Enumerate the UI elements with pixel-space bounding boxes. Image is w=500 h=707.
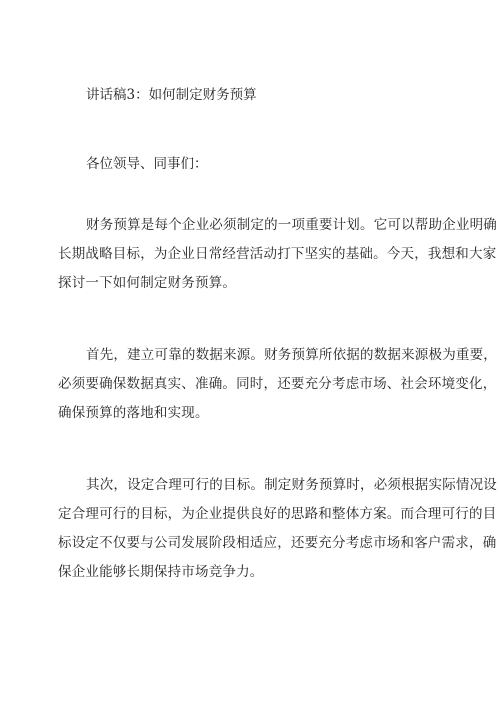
paragraph-line: 财务预算是每个企业必须制定的一项重要计划。它可以帮助企业明确 — [86, 217, 497, 233]
paragraph-line: 其次，设定合理可行的目标。制定财务预算时，必须根据实际情况设 — [86, 477, 497, 493]
paragraph-intro — [58, 211, 497, 298]
paragraph-line: 确保预算的落地和实现。 — [58, 405, 209, 421]
paragraph-line: 标设定不仅要与公司发展阶段相适应，还要充分考虑市场和客户需求，确 — [58, 535, 497, 551]
salutation: 各位领导、同事们： — [86, 156, 208, 172]
paragraph-line: 必须要确保数据真实、准确。同时，还要充分考虑市场、社会环境变化， — [58, 376, 497, 392]
speech-title: 讲话稿3：如何制定财务预算 — [86, 87, 257, 103]
paragraph-data-source — [58, 341, 497, 428]
paragraph-goal-setting — [58, 471, 497, 587]
paragraph-line: 探讨一下如何制定财务预算。 — [58, 275, 237, 291]
paragraph-line: 定合理可行的目标，为企业提供良好的思路和整体方案。而合理可行的目 — [58, 506, 497, 522]
paragraph-line: 首先，建立可靠的数据来源。财务预算所依据的数据来源极为重要， — [86, 347, 497, 363]
paragraph-line: 保企业能够长期保持市场竞争力。 — [58, 564, 264, 580]
paragraph-line: 长期战略目标，为企业日常经营活动打下坚实的基础。今天，我想和大家 — [58, 246, 497, 262]
